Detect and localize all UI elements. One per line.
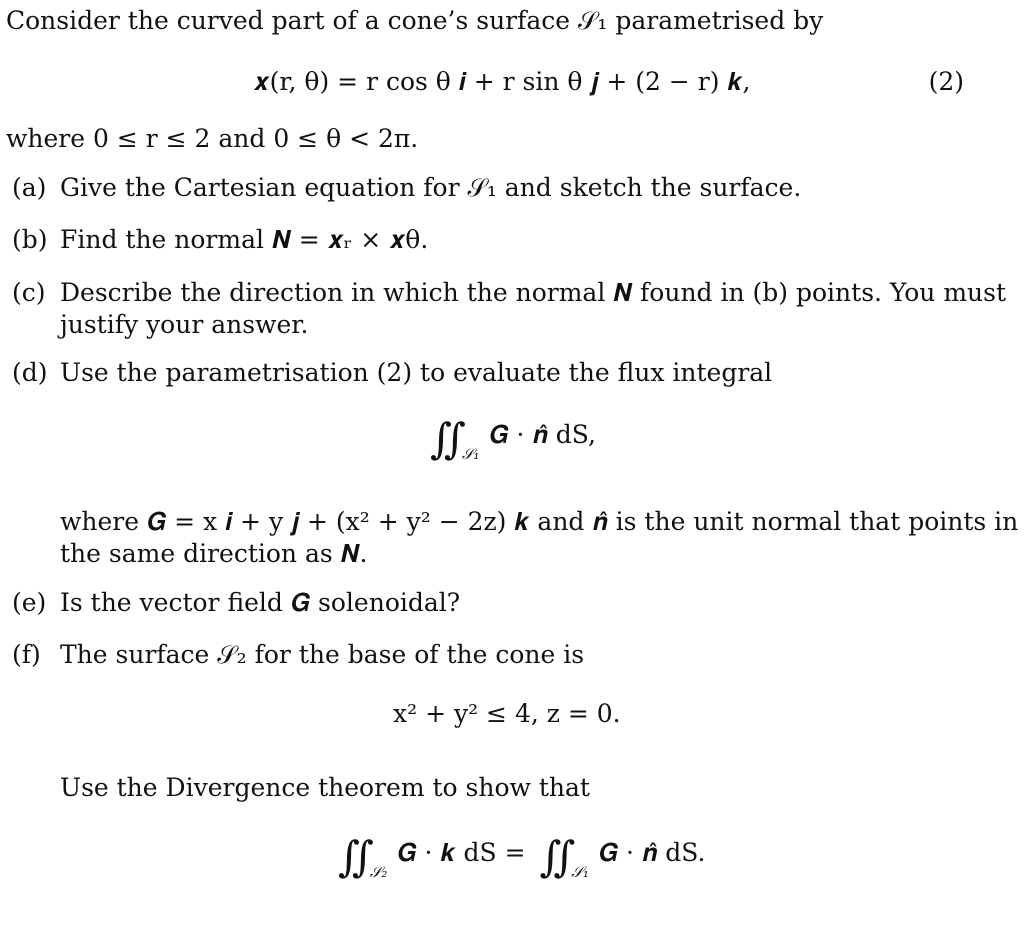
- equation-number: (2): [928, 67, 964, 96]
- final-rhs-subscript: 𝒮₁: [571, 863, 589, 881]
- flux-integral-subscript: 𝒮₁: [461, 445, 480, 463]
- base-equation: x² + y² ≤ 4, z = 0.: [393, 699, 621, 728]
- parametrisation-equation: 𝒙(r, θ) = r cos θ 𝒊 + r sin θ 𝒋 + (2 − r) 𝒌,: [253, 67, 751, 96]
- flux-integral: [430, 414, 596, 463]
- part-b-label: (b): [12, 225, 48, 254]
- final-lhs-subscript: 𝒮₂: [369, 863, 388, 881]
- where-g-text: where 𝑮 = x 𝒊 + y 𝒋 + (x² + y² − 2z) 𝒌 and 𝒏̂ is the unit normal that points in: [60, 507, 1019, 536]
- double-integral-icon: ∬: [539, 832, 576, 881]
- part-a-text: Give the Cartesian equation for 𝒮₁ and sketch the surface.: [60, 173, 802, 202]
- part-c-label: (c): [12, 278, 46, 307]
- part-b-text: Find the normal 𝑵 = 𝒙ᵣ × 𝒙θ.: [60, 225, 429, 254]
- part-a-label: (a): [12, 173, 47, 202]
- where-g-text-line2: the same direction as 𝑵.: [60, 539, 368, 568]
- part-d-label: (d): [12, 358, 48, 387]
- domain-text: where 0 ≤ r ≤ 2 and 0 ≤ θ < 2π.: [6, 124, 419, 153]
- intro-text: Consider the curved part of a cone’s surface 𝒮₁ parametrised by: [6, 6, 824, 35]
- final-lhs: 𝑮 · 𝒌 dS =: [397, 838, 526, 867]
- part-d-text: Use the parametrisation (2) to evaluate the flux integral: [60, 358, 773, 387]
- part-f-label: (f): [12, 640, 41, 669]
- double-integral-icon: ∬: [338, 832, 374, 881]
- final-equation: [338, 832, 706, 881]
- part-c-text: Describe the direction in which the normal 𝑵 found in (b) points. You must: [60, 278, 1007, 307]
- part-c-text-line2: justify your answer.: [60, 310, 309, 339]
- part-e-label: (e): [12, 588, 47, 617]
- part-e-text: Is the vector field 𝑮 solenoidal?: [60, 588, 461, 617]
- part-f-text: The surface 𝒮₂ for the base of the cone is: [60, 640, 585, 669]
- double-integral-icon: ∬: [430, 414, 466, 463]
- divergence-text: Use the Divergence theorem to show that: [60, 773, 590, 802]
- flux-integrand: 𝑮 · 𝒏̂ dS,: [489, 420, 596, 449]
- final-rhs: 𝑮 · 𝒏̂ dS.: [598, 838, 706, 867]
